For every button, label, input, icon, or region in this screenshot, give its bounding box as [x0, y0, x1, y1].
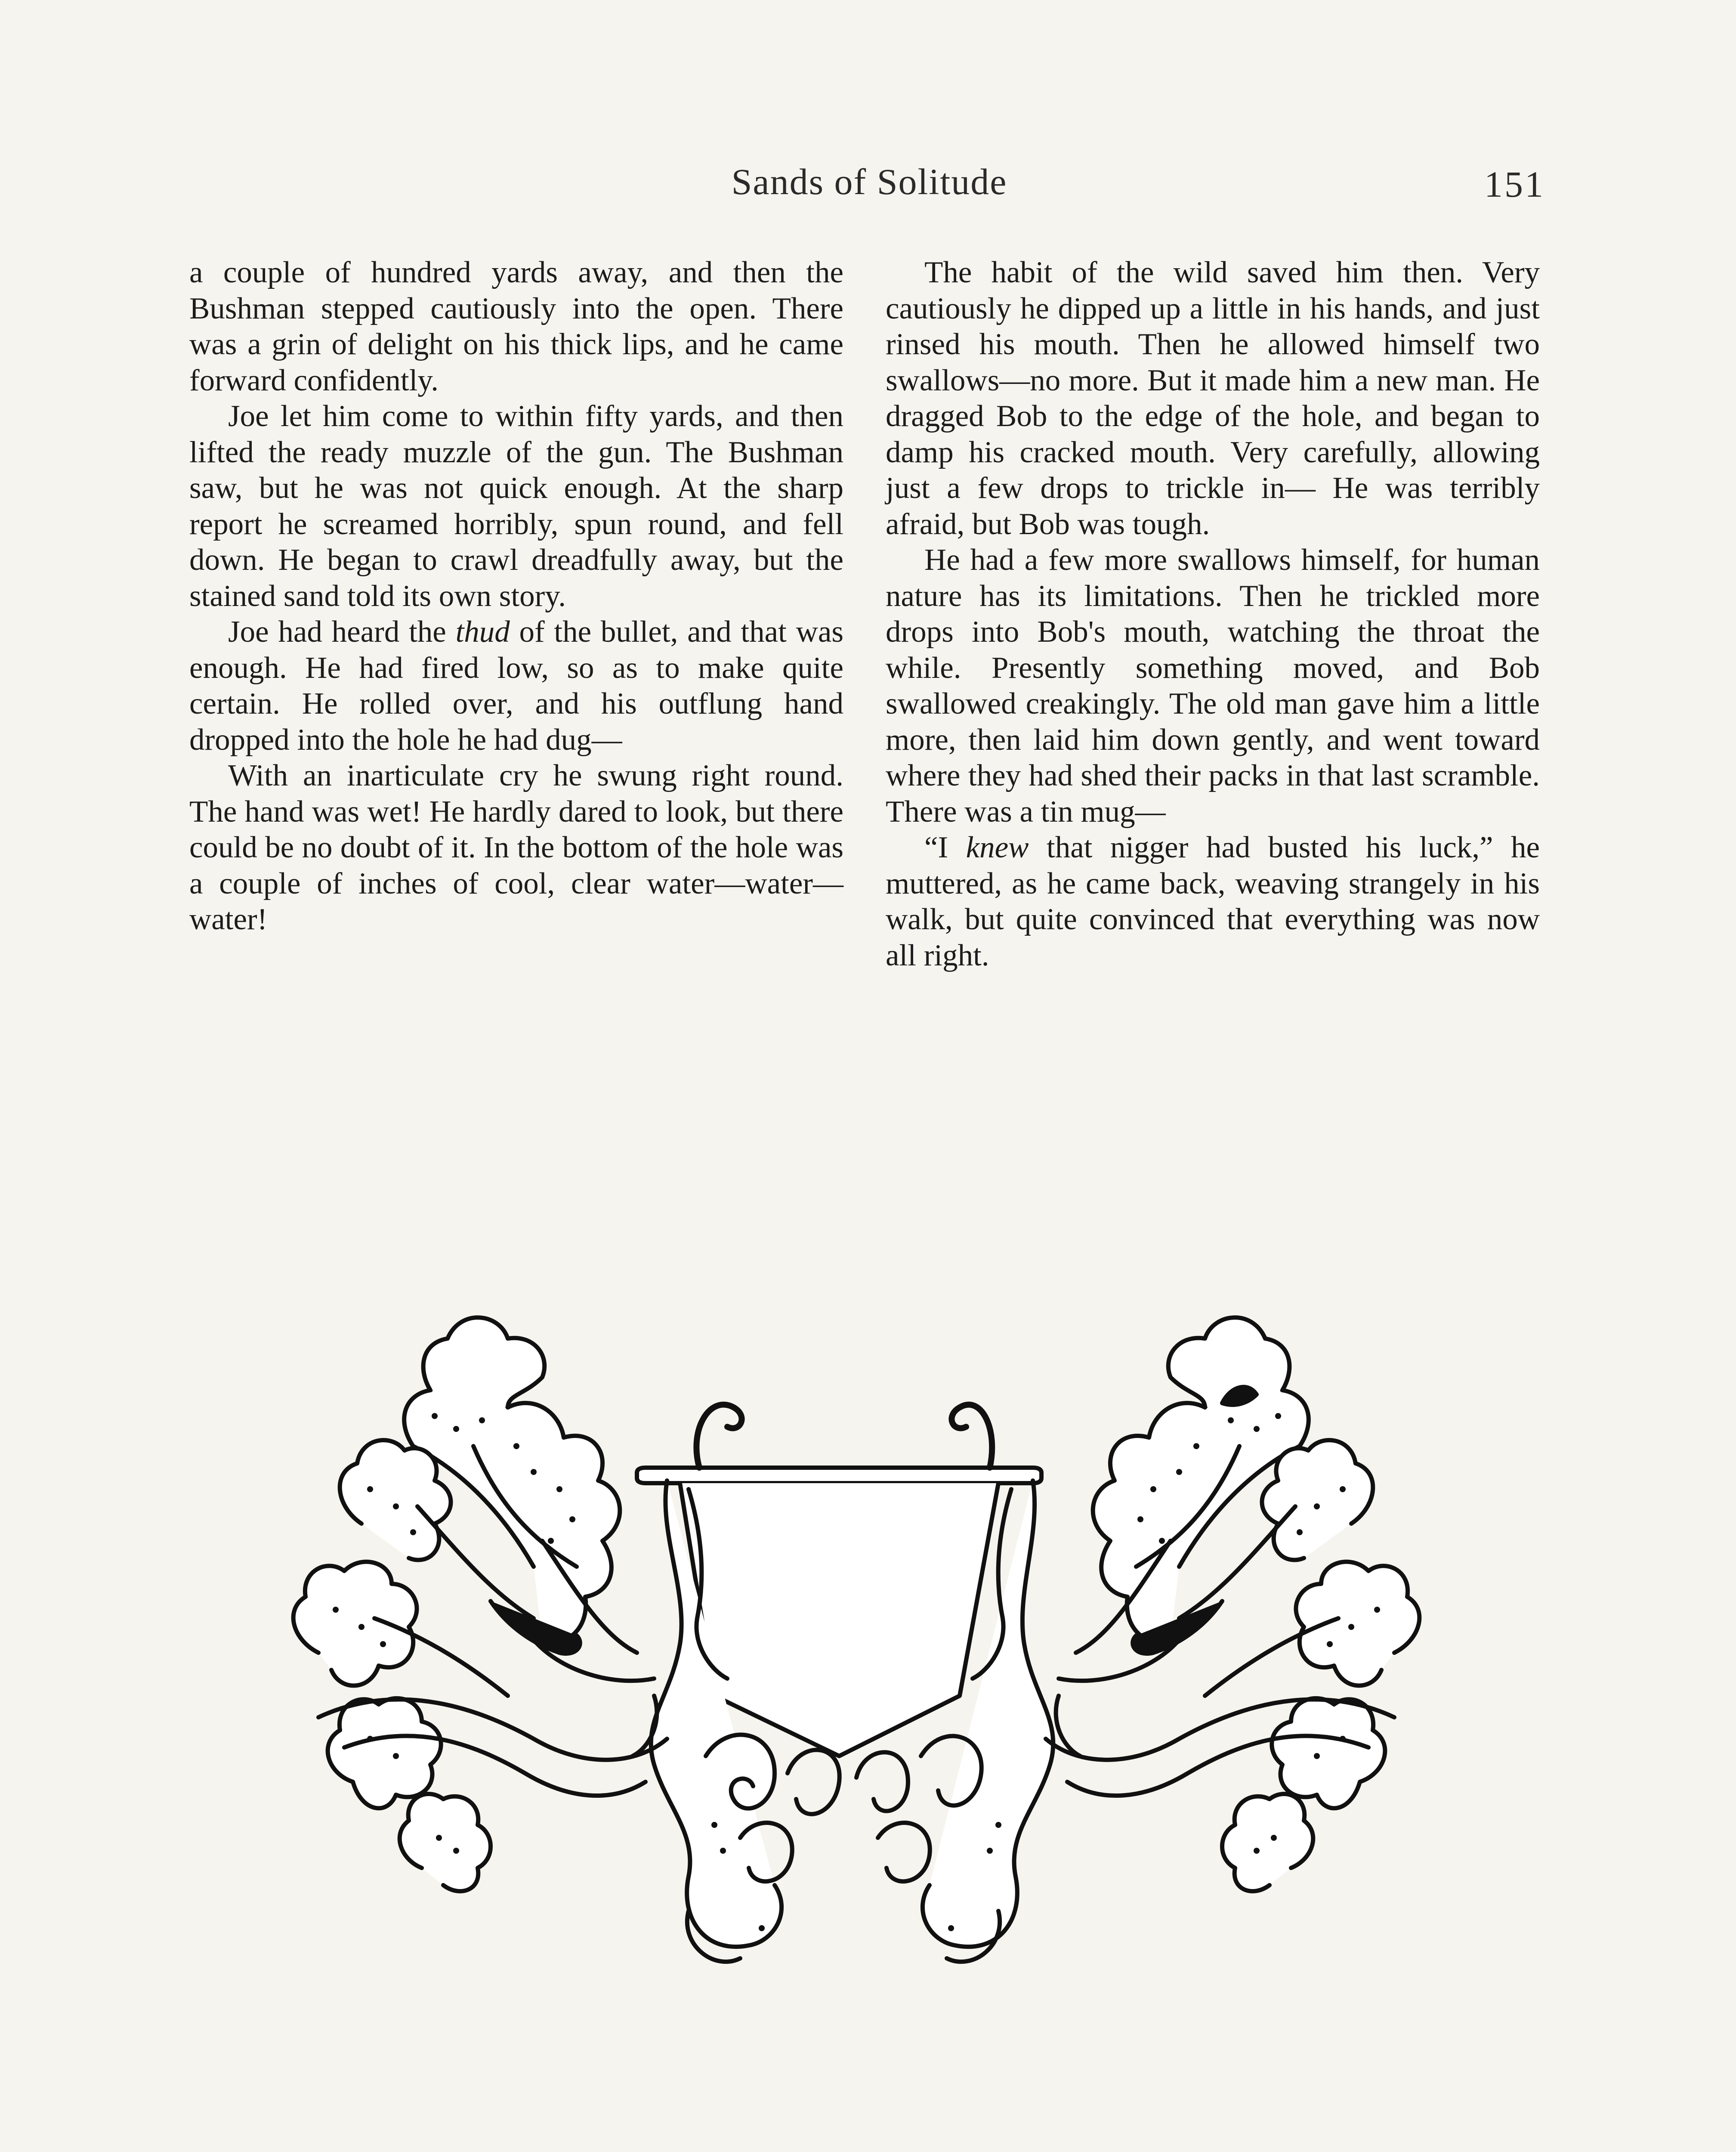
acanthus-leaf-tailpiece-icon	[232, 1265, 1480, 2014]
paragraph: The habit of the wild saved him then. Very cautiously he dipped up a little in his hands, and just rinsed his mouth. Then he allowed himself two swallows—no more. But it made him a new man. He dragged Bob to the edge of the hole, and began to damp his cracked mouth. Very carefully, allowing just a few drops to trickle in— He was terribly afraid, but Bob was tough.	[886, 256, 1540, 541]
page-number: 151	[1484, 164, 1545, 205]
emphasis: knew	[966, 831, 1029, 864]
running-title: Sands of Solitude	[731, 161, 1007, 202]
paragraph: Joe had heard the thud of the bullet, and that was enough. He had fired low, so as to make quite certain. He rolled over, and his outflung hand dropped into the hole he had dug—	[189, 615, 843, 757]
right-text-column	[886, 255, 1540, 974]
paragraph: With an inarticulate cry he swung right round. The hand was wet! He hardly dared to look, but there could be no doubt of it. In the bottom of the hole was a couple of inches of cool, clear water—water—water!	[189, 759, 843, 936]
paragraph: Joe let him come to within fifty yards, and then lifted the ready muzzle of the gun. The Bushman saw, but he was not quick enough. At the sharp report he screamed horribly, spun round, and fell down. He began to crawl dreadfully away, but the stained sand told its own story.	[189, 399, 843, 613]
paragraph: “I knew that nigger had busted his luck,” he muttered, as he came back, weaving strangely in his walk, but quite convinced that everything was now all right.	[886, 831, 1540, 972]
emphasis: thud	[455, 615, 510, 649]
left-text-column	[189, 255, 843, 938]
paragraph: He had a few more swallows himself, for human nature has its limitations. Then he trickled more drops into Bob's mouth, watching the throat the while. Presently something moved, and Bob swallowed creakingly. The old man gave him a little more, then laid him down gently, and went toward where they had shed their packs in that last scramble. There was a tin mug—	[886, 543, 1540, 829]
paragraph: a couple of hundred yards away, and then the Bushman stepped cautiously into the open. There was a grin of delight on his thick lips, and he came forward confidently.	[189, 256, 843, 397]
